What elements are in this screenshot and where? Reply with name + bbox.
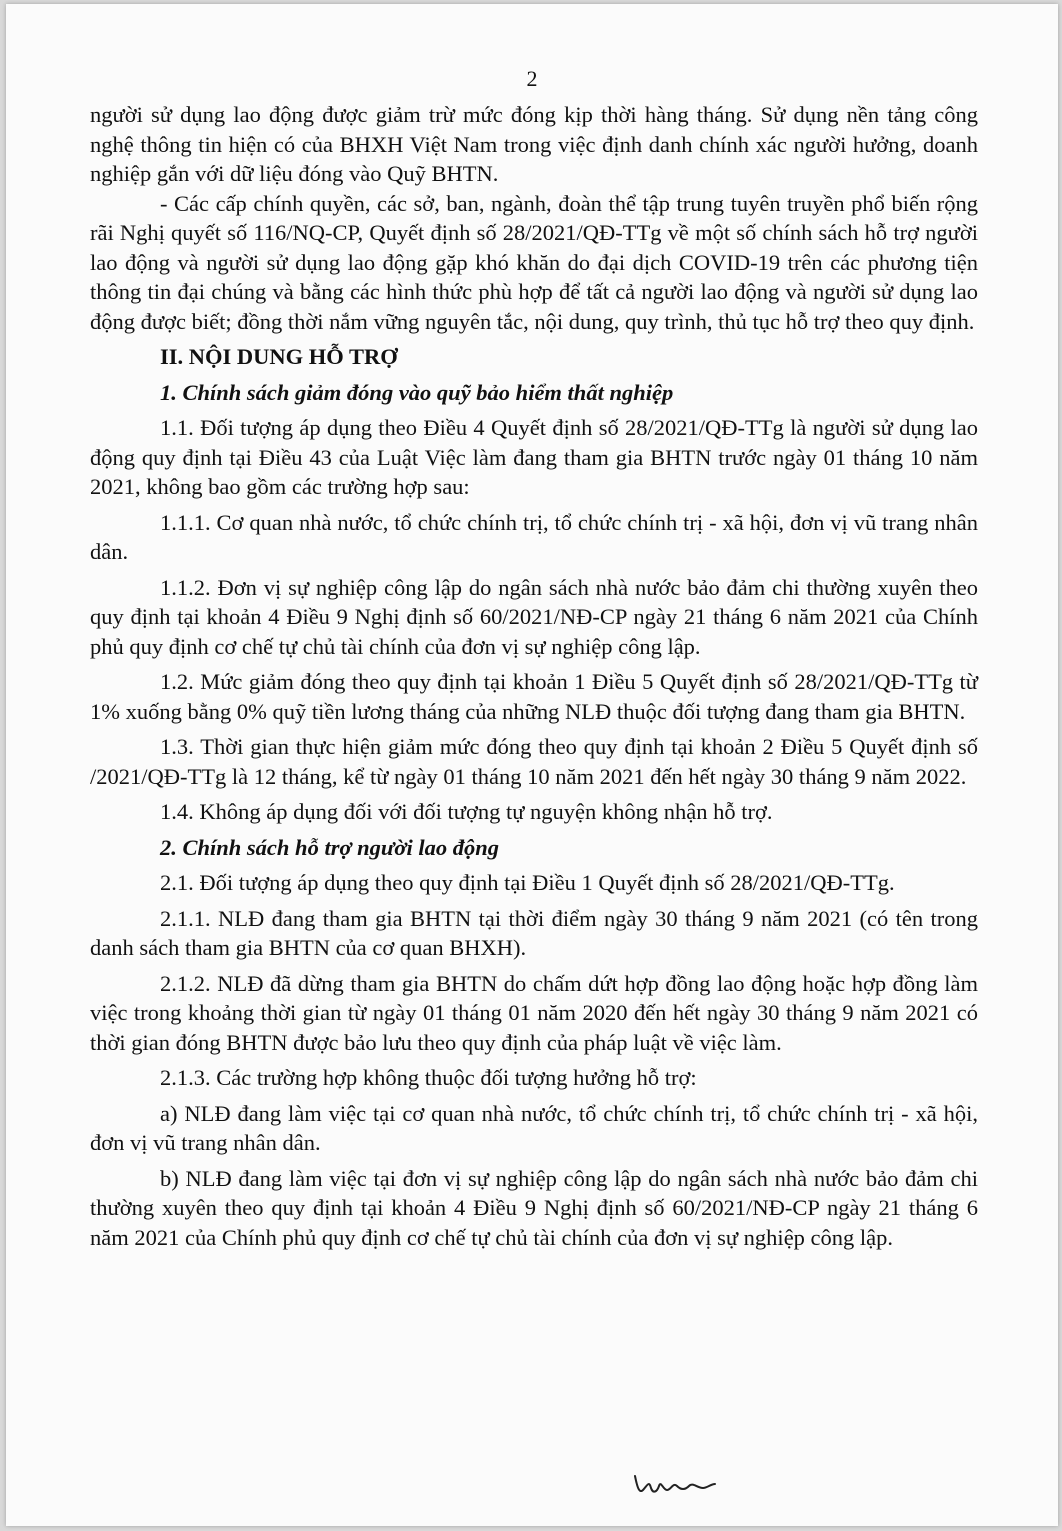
paragraph: 1.1.1. Cơ quan nhà nước, tổ chức chính trị, tổ chức chính trị - xã hội, đơn vị vũ trang nhân dân. [90,509,978,564]
paragraph: 1.1.2. Đơn vị sự nghiệp công lập do ngân sách nhà nước bảo đảm chi thường xuyên theo quy định tại khoản 4 Điều 9 Nghị định số 60/2021/NĐ-CP ngày 21 tháng 6 năm 2021 của Chính phủ quy định cơ chế tự chủ tài chính của đơn vị sự nghiệp công lập. [90,574,978,659]
subsection-heading: 1. Chính sách giảm đóng vào quỹ bảo hiểm thất nghiệp [160,379,674,405]
paragraph: người sử dụng lao động được giảm trừ mức đóng kịp thời hàng tháng. Sử dụng nền tảng công nghệ thông tin hiện có của BHXH Việt Nam trong việc định danh chính xác người hưởng, doanh nghiệp gắn với dữ liệu đóng vào Quỹ BHTN. [90,102,978,186]
paragraph: 1.4. Không áp dụng đối với đối tượng tự nguyện không nhận hỗ trợ. [160,799,773,824]
document-page [6,4,1058,1526]
paragraph: a) NLĐ đang làm việc tại cơ quan nhà nước, tổ chức chính trị, tổ chức chính trị - xã hội, đơn vị vũ trang nhân dân. [90,1100,978,1155]
paragraph: 2.1. Đối tượng áp dụng theo quy định tại Điều 1 Quyết định số 28/2021/QĐ-TTg. [160,870,895,895]
paragraph: - Các cấp chính quyền, các sở, ban, ngành, đoàn thể tập trung tuyên truyền phổ biến rộng rãi Nghị quyết số 116/NQ-CP, Quyết định số 28/2021/QĐ-TTg về một số chính sách hỗ trợ người lao động và người sử dụng lao động gặp khó khăn do đại dịch COVID-19 trên các phương tiện thông tin đại chúng và bằng các hình thức phù hợp để tất cả người lao động và người sử dụng lao động được biết; đồng thời nắm vững nguyên tắc, nội dung, quy trình, thủ tục hỗ trợ theo quy định. [90,190,978,334]
paragraph: 1.1. Đối tượng áp dụng theo Điều 4 Quyết định số 28/2021/QĐ-TTg là người sử dụng lao động quy định tại Điều 43 của Luật Việc làm đang tham gia BHTN trước ngày 01 tháng 10 năm 2021, không bao gồm các trường hợp sau: [90,415,978,499]
paragraph: 1.2. Mức giảm đóng theo quy định tại khoản 1 Điều 5 Quyết định số 28/2021/QĐ-TTg từ 1% xuống bằng 0% quỹ tiền lương tháng của những NLĐ thuộc đối tượng đang tham gia BHTN. [90,669,978,724]
paragraph: 1.3. Thời gian thực hiện giảm mức đóng theo quy định tại khoản 2 Điều 5 Quyết định số /2021/QĐ-TTg là 12 tháng, kể từ ngày 01 tháng 10 năm 2021 đến hết ngày 30 tháng 9 năm 2022. [90,734,978,789]
subsection-heading: 2. Chính sách hỗ trợ người lao động [160,834,499,860]
document-body [90,100,978,1252]
section-heading: II. NỘI DUNG HỖ TRỢ [160,344,398,369]
paragraph: 2.1.1. NLĐ đang tham gia BHTN tại thời điểm ngày 30 tháng 9 năm 2021 (có tên trong danh sách tham gia BHTN của cơ quan BHXH). [90,905,978,960]
paragraph: b) NLĐ đang làm việc tại đơn vị sự nghiệp công lập do ngân sách nhà nước bảo đảm chi thường xuyên theo quy định tại khoản 4 Điều 9 Nghị định số 60/2021/NĐ-CP ngày 21 tháng 6 năm 2021 của Chính phủ quy định cơ chế tự chủ tài chính của đơn vị sự nghiệp công lập. [90,1165,978,1250]
paragraph: 2.1.2. NLĐ đã dừng tham gia BHTN do chấm dứt hợp đồng lao động hoặc hợp đồng làm việc trong khoảng thời gian từ ngày 01 tháng 01 năm 2020 đến hết ngày 30 tháng 9 năm 2021 có thời gian đóng BHTN được bảo lưu theo quy định của pháp luật về việc làm. [90,970,978,1055]
page-number: 2 [526,66,538,91]
paragraph: 2.1.3. Các trường hợp không thuộc đối tượng hưởng hỗ trợ: [160,1065,697,1090]
initials-signature [631,1466,721,1502]
